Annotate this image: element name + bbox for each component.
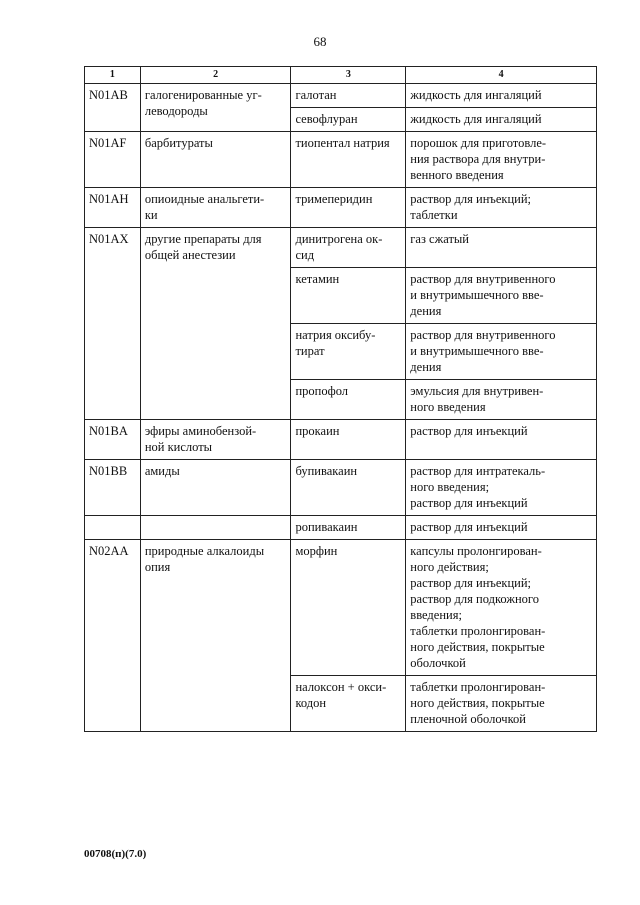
text-line: эмульсия для внутривен- [410,384,544,398]
dosage-form-cell [406,132,597,188]
group-name-cell [140,540,291,732]
text-line: галогенированные уг- [144,88,262,102]
dosage-form-cell [406,84,597,108]
text-line: дения [410,304,442,318]
dosage-form-cell [406,676,597,732]
drug-name-cell [291,324,406,380]
text-line: кетамин [295,272,340,286]
text-line: введения; [410,608,462,622]
text-line: таблетки [410,208,458,222]
column-header-1: 1 [85,67,141,84]
text-line: ного введения; [410,480,490,494]
dosage-form-cell [406,228,597,268]
text-line: оболочкой [410,656,466,670]
text-line: тримеперидин [295,192,373,206]
dosage-form-cell [406,188,597,228]
atc-code-cell: N01AH [85,188,141,228]
text-line: пропофол [295,384,349,398]
atc-code-cell: N02AA [85,540,141,732]
table-row [85,460,597,516]
text-line: амиды [144,464,180,478]
text-line: раствор для инъекций; [410,576,532,590]
group-name-cell [140,188,291,228]
text-line: барбитураты [144,136,213,150]
text-line: газ сжатый [410,232,469,246]
atc-code-cell: N01BA [85,420,141,460]
text-line: ного действия; [410,560,489,574]
text-line: прокаин [295,424,340,438]
group-name-cell [140,228,291,420]
text-line: пленочной оболочкой [410,712,526,726]
text-line: другие препараты для [144,232,262,246]
text-line: ной кислоты [144,440,213,454]
text-line: раствор для внутривенного [410,272,556,286]
text-line: раствор для внутривенного [410,328,556,342]
column-header-3: 3 [291,67,406,84]
text-line: раствор для инъекций [410,424,528,438]
drug-name-cell [291,84,406,108]
table-body [85,84,597,732]
table-row [85,84,597,108]
text-line: ного действия, покрытые [410,640,545,654]
text-line: кодон [295,696,327,710]
text-line: опиоидные анальгети- [144,192,265,206]
text-line: тират [295,344,325,358]
text-line: ропивакаин [295,520,358,534]
drug-name-cell [291,228,406,268]
text-line: венного введения [410,168,504,182]
text-line: и внутримышечного вве- [410,344,544,358]
table-row [85,540,597,676]
text-line: раствор для инъекций; [410,192,532,206]
text-line: раствор для инъекций [410,496,528,510]
text-line: раствор для подкожного [410,592,539,606]
dosage-form-cell [406,108,597,132]
drug-name-cell [291,516,406,540]
atc-code-cell [85,516,141,540]
text-line: раствор для интратекаль- [410,464,546,478]
table-row [85,420,597,460]
drug-name-cell [291,132,406,188]
text-line: жидкость для ингаляций [410,88,542,102]
dosage-form-cell [406,380,597,420]
text-line: ного введения [410,400,486,414]
dosage-form-cell [406,460,597,516]
drug-name-cell [291,460,406,516]
table-row [85,132,597,188]
page-number: 68 [313,34,327,49]
text-line: ного действия, покрытые [410,696,545,710]
text-line: капсулы пролонгирован- [410,544,542,558]
text-line: природные алкалоиды [144,544,265,558]
drug-name-cell [291,188,406,228]
text-line: раствор для инъекций [410,520,528,534]
column-header-4: 4 [406,67,597,84]
text-line: тиопентал натрия [295,136,390,150]
drug-name-cell [291,540,406,676]
group-name-cell [140,460,291,516]
drug-name-cell [291,268,406,324]
text-line: порошок для приготовле- [410,136,547,150]
text-line: сид [295,248,315,262]
table-row [85,516,597,540]
table-row [85,188,597,228]
text-line: дения [410,360,442,374]
text-line: общей анестезии [144,248,236,262]
dosage-form-cell [406,268,597,324]
text-line: ния раствора для внутри- [410,152,546,166]
atc-code-cell: N01AX [85,228,141,420]
atc-code-cell: N01AB [85,84,141,132]
dosage-form-cell [406,324,597,380]
text-line: галотан [295,88,337,102]
dosage-form-cell [406,420,597,460]
text-line: севофлуран [295,112,358,126]
text-line: налоксон + окси- [295,680,387,694]
column-header-2: 2 [140,67,291,84]
text-line: бупивакаин [295,464,358,478]
drug-name-cell [291,108,406,132]
dosage-form-cell [406,540,597,676]
text-line: ки [144,208,158,222]
text-line: динитрогена ок- [295,232,383,246]
group-name-cell [140,420,291,460]
text-line: жидкость для ингаляций [410,112,542,126]
dosage-form-cell [406,516,597,540]
text-line: морфин [295,544,338,558]
text-line: и внутримышечного вве- [410,288,544,302]
atc-code-cell: N01BB [85,460,141,516]
text-line: таблетки пролонгирован- [410,624,546,638]
atc-code-cell: N01AF [85,132,141,188]
text-line: натрия оксибу- [295,328,376,342]
text-line: леводороды [144,104,208,118]
drug-name-cell [291,676,406,732]
group-name-cell [140,132,291,188]
drug-name-cell [291,380,406,420]
table-header-row [85,67,597,84]
text-line: таблетки пролонгирован- [410,680,546,694]
table-row [85,228,597,268]
drug-table [84,66,597,732]
group-name-cell [140,84,291,132]
text-line: опия [144,560,171,574]
document-footer-code: 00708(п)(7.0) [84,848,147,860]
group-name-cell [140,516,291,540]
drug-name-cell [291,420,406,460]
text-line: эфиры аминобензой- [144,424,257,438]
